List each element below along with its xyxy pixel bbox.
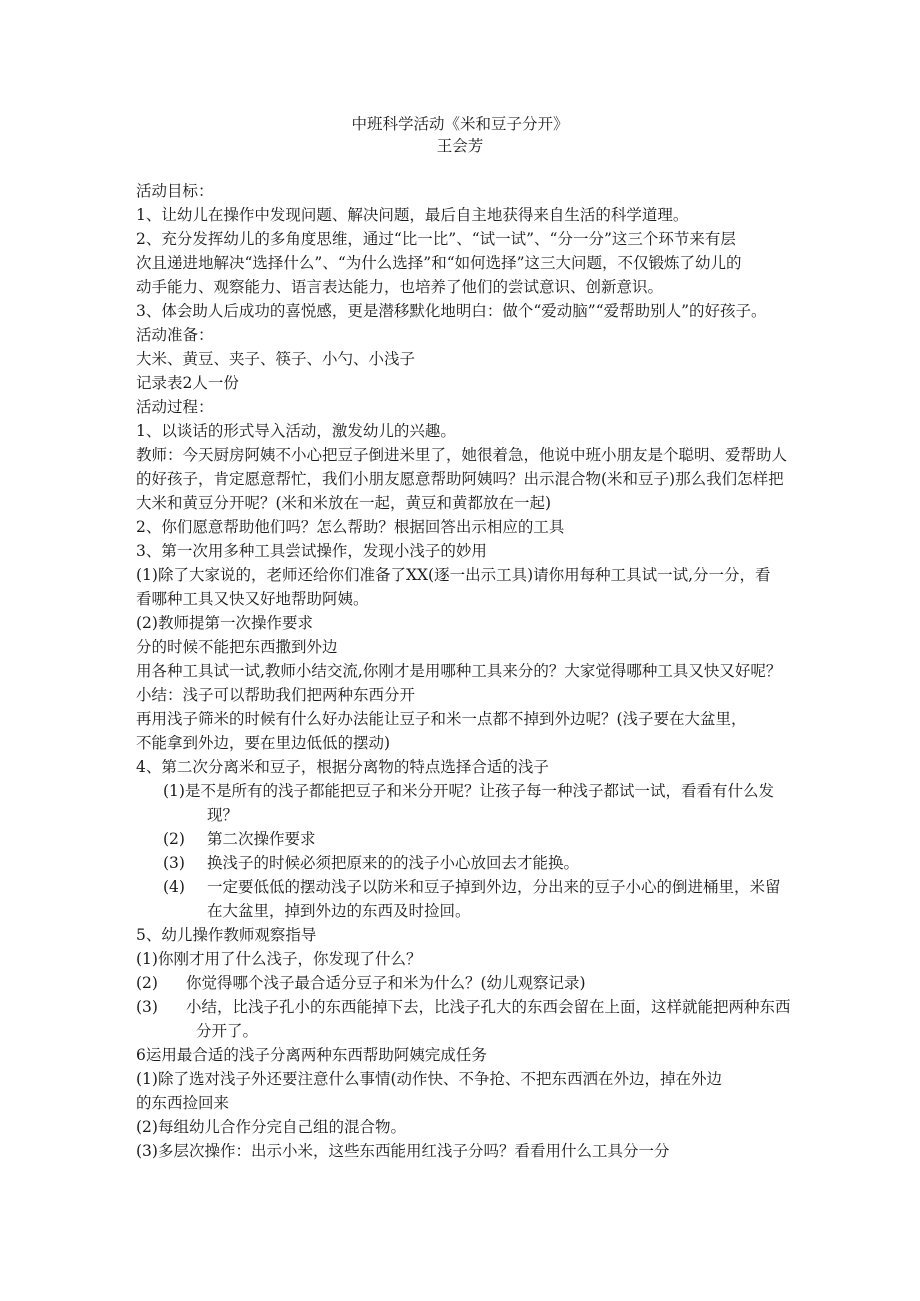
text-line: 换浅子的时候必须把原来的的浅子小心放回去才能换。: [207, 854, 580, 872]
text-line: 5、幼儿操作教师观察指导: [136, 926, 317, 944]
text-line: (1)除了选对浅子外还要注意什么事情(动作快、不争抢、不把东西洒在外边，掉在外边: [136, 1070, 723, 1088]
text-line: 1、以谈话的形式导入活动，激发幼儿的兴趣。: [136, 422, 456, 440]
text-line: (1)你刚才用了什么浅子，你发现了什么？: [136, 950, 422, 968]
text-line: 大米、黄豆、夹子、筷子、小勺、小浅子: [136, 350, 416, 368]
text-line: 小结：浅子可以帮助我们把两种东西分开: [136, 686, 416, 704]
list-marker: (2): [136, 974, 158, 992]
text-line: (1)除了大家说的，老师还给你们准备了XX(逐一出示工具)请你用每种工具试一试,分一分，看: [136, 566, 771, 584]
text-line: (2)教师提第一次操作要求: [136, 614, 313, 632]
text-line: 6运用最合适的浅子分离两种东西帮助阿姨完成任务: [136, 1046, 487, 1064]
text-line: (1)是不是所有的浅子都能把豆子和米分开呢？让孩子每一种浅子都试一试，看看有什么发: [163, 782, 774, 800]
document-author: 王会芳: [436, 137, 484, 155]
text-line: 2、你们愿意帮助他们吗？怎么帮助？根据回答出示相应的工具: [136, 518, 565, 536]
text-line: 现？: [207, 806, 239, 824]
text-line: 一定要低低的摆动浅子以防米和豆子掉到外边，分出来的豆子小心的倒进桶里，米留: [207, 878, 781, 896]
text-line: 用各种工具试一试,教师小结交流,你刚才是用哪种工具来分的？大家觉得哪种工具又快又好呢？: [136, 662, 782, 680]
text-line: 第二次操作要求: [207, 830, 316, 848]
text-line: 4、第二次分离米和豆子，根据分离物的特点选择合适的浅子: [136, 758, 549, 776]
text-line: 看哪种工具又快又好地帮助阿姨。: [136, 590, 369, 608]
text-line: 小结，比浅子孔小的东西能掉下去，比浅子孔大的东西会留在上面，这样就能把两种东西: [186, 998, 791, 1016]
text-line: 3、体会助人后成功的喜悦感，更是潜移默化地明白：做个“爱动脑”“爱帮助别人”的好孩子。: [136, 302, 767, 320]
text-line: 再用浅子筛米的时候有什么好办法能让豆子和米一点都不掉到外边呢？(浅子要在大盆里，: [136, 710, 747, 728]
heading-process: 活动过程：: [136, 398, 214, 416]
text-line: 记录表2人一份: [136, 374, 239, 392]
text-line: 2、充分发挥幼儿的多角度思维，通过“比一比”、“试一试”、“分一分”这三个环节来有层: [136, 230, 736, 248]
text-line: (3)多层次操作：出示小米，这些东西能用红浅子分吗？看看用什么工具分一分: [136, 1142, 670, 1160]
text-line: 分开了。: [196, 1022, 259, 1040]
text-line: 的东西捡回来: [136, 1094, 230, 1112]
text-line: 不能拿到外边，要在里边低低的摆动): [136, 734, 391, 752]
text-line: 次且递进地解决“选择什么”、“为什么选择”和“如何选择”这三大问题，不仅锻炼了幼儿的: [136, 254, 742, 272]
text-line: 1、让幼儿在操作中发现问题、解决问题，最后自主地获得来自生活的科学道理。: [136, 206, 689, 224]
text-line: 动手能力、观察能力、语言表达能力，也培养了他们的尝试意识、创新意识。: [136, 278, 664, 296]
heading-goals: 活动目标：: [136, 182, 214, 200]
text-line: 教师：今天厨房阿姨不小心把豆子倒进米里了，她很着急，他说中班小朋友是个聪明、爱帮助人: [136, 446, 788, 464]
list-marker: (3): [163, 854, 185, 872]
document-title: 中班科学活动《米和豆子分开》: [351, 115, 569, 133]
list-marker: (4): [163, 878, 185, 896]
text-line: 你觉得哪个浅子最合适分豆子和米为什么？(幼儿观察记录): [186, 974, 586, 992]
text-line: 分的时候不能把东西撒到外边: [136, 638, 338, 656]
list-marker: (2): [163, 830, 185, 848]
text-line: (2)每组幼儿合作分完自己组的混合物。: [136, 1118, 406, 1136]
text-line: 3、第一次用多种工具尝试操作，发现小浅子的妙用: [136, 542, 487, 560]
text-line: 的好孩子，肯定愿意帮忙，我们小朋友愿意帮助阿姨吗？出示混合物(米和豆子)那么我们怎样把: [136, 470, 784, 488]
text-line: 大米和黄豆分开呢？(米和米放在一起，黄豆和黄都放在一起): [136, 494, 552, 512]
text-line: 在大盆里，掉到外边的东西及时捡回。: [207, 902, 471, 920]
list-marker: (3): [136, 998, 158, 1016]
heading-preparation: 活动准备：: [136, 326, 214, 344]
